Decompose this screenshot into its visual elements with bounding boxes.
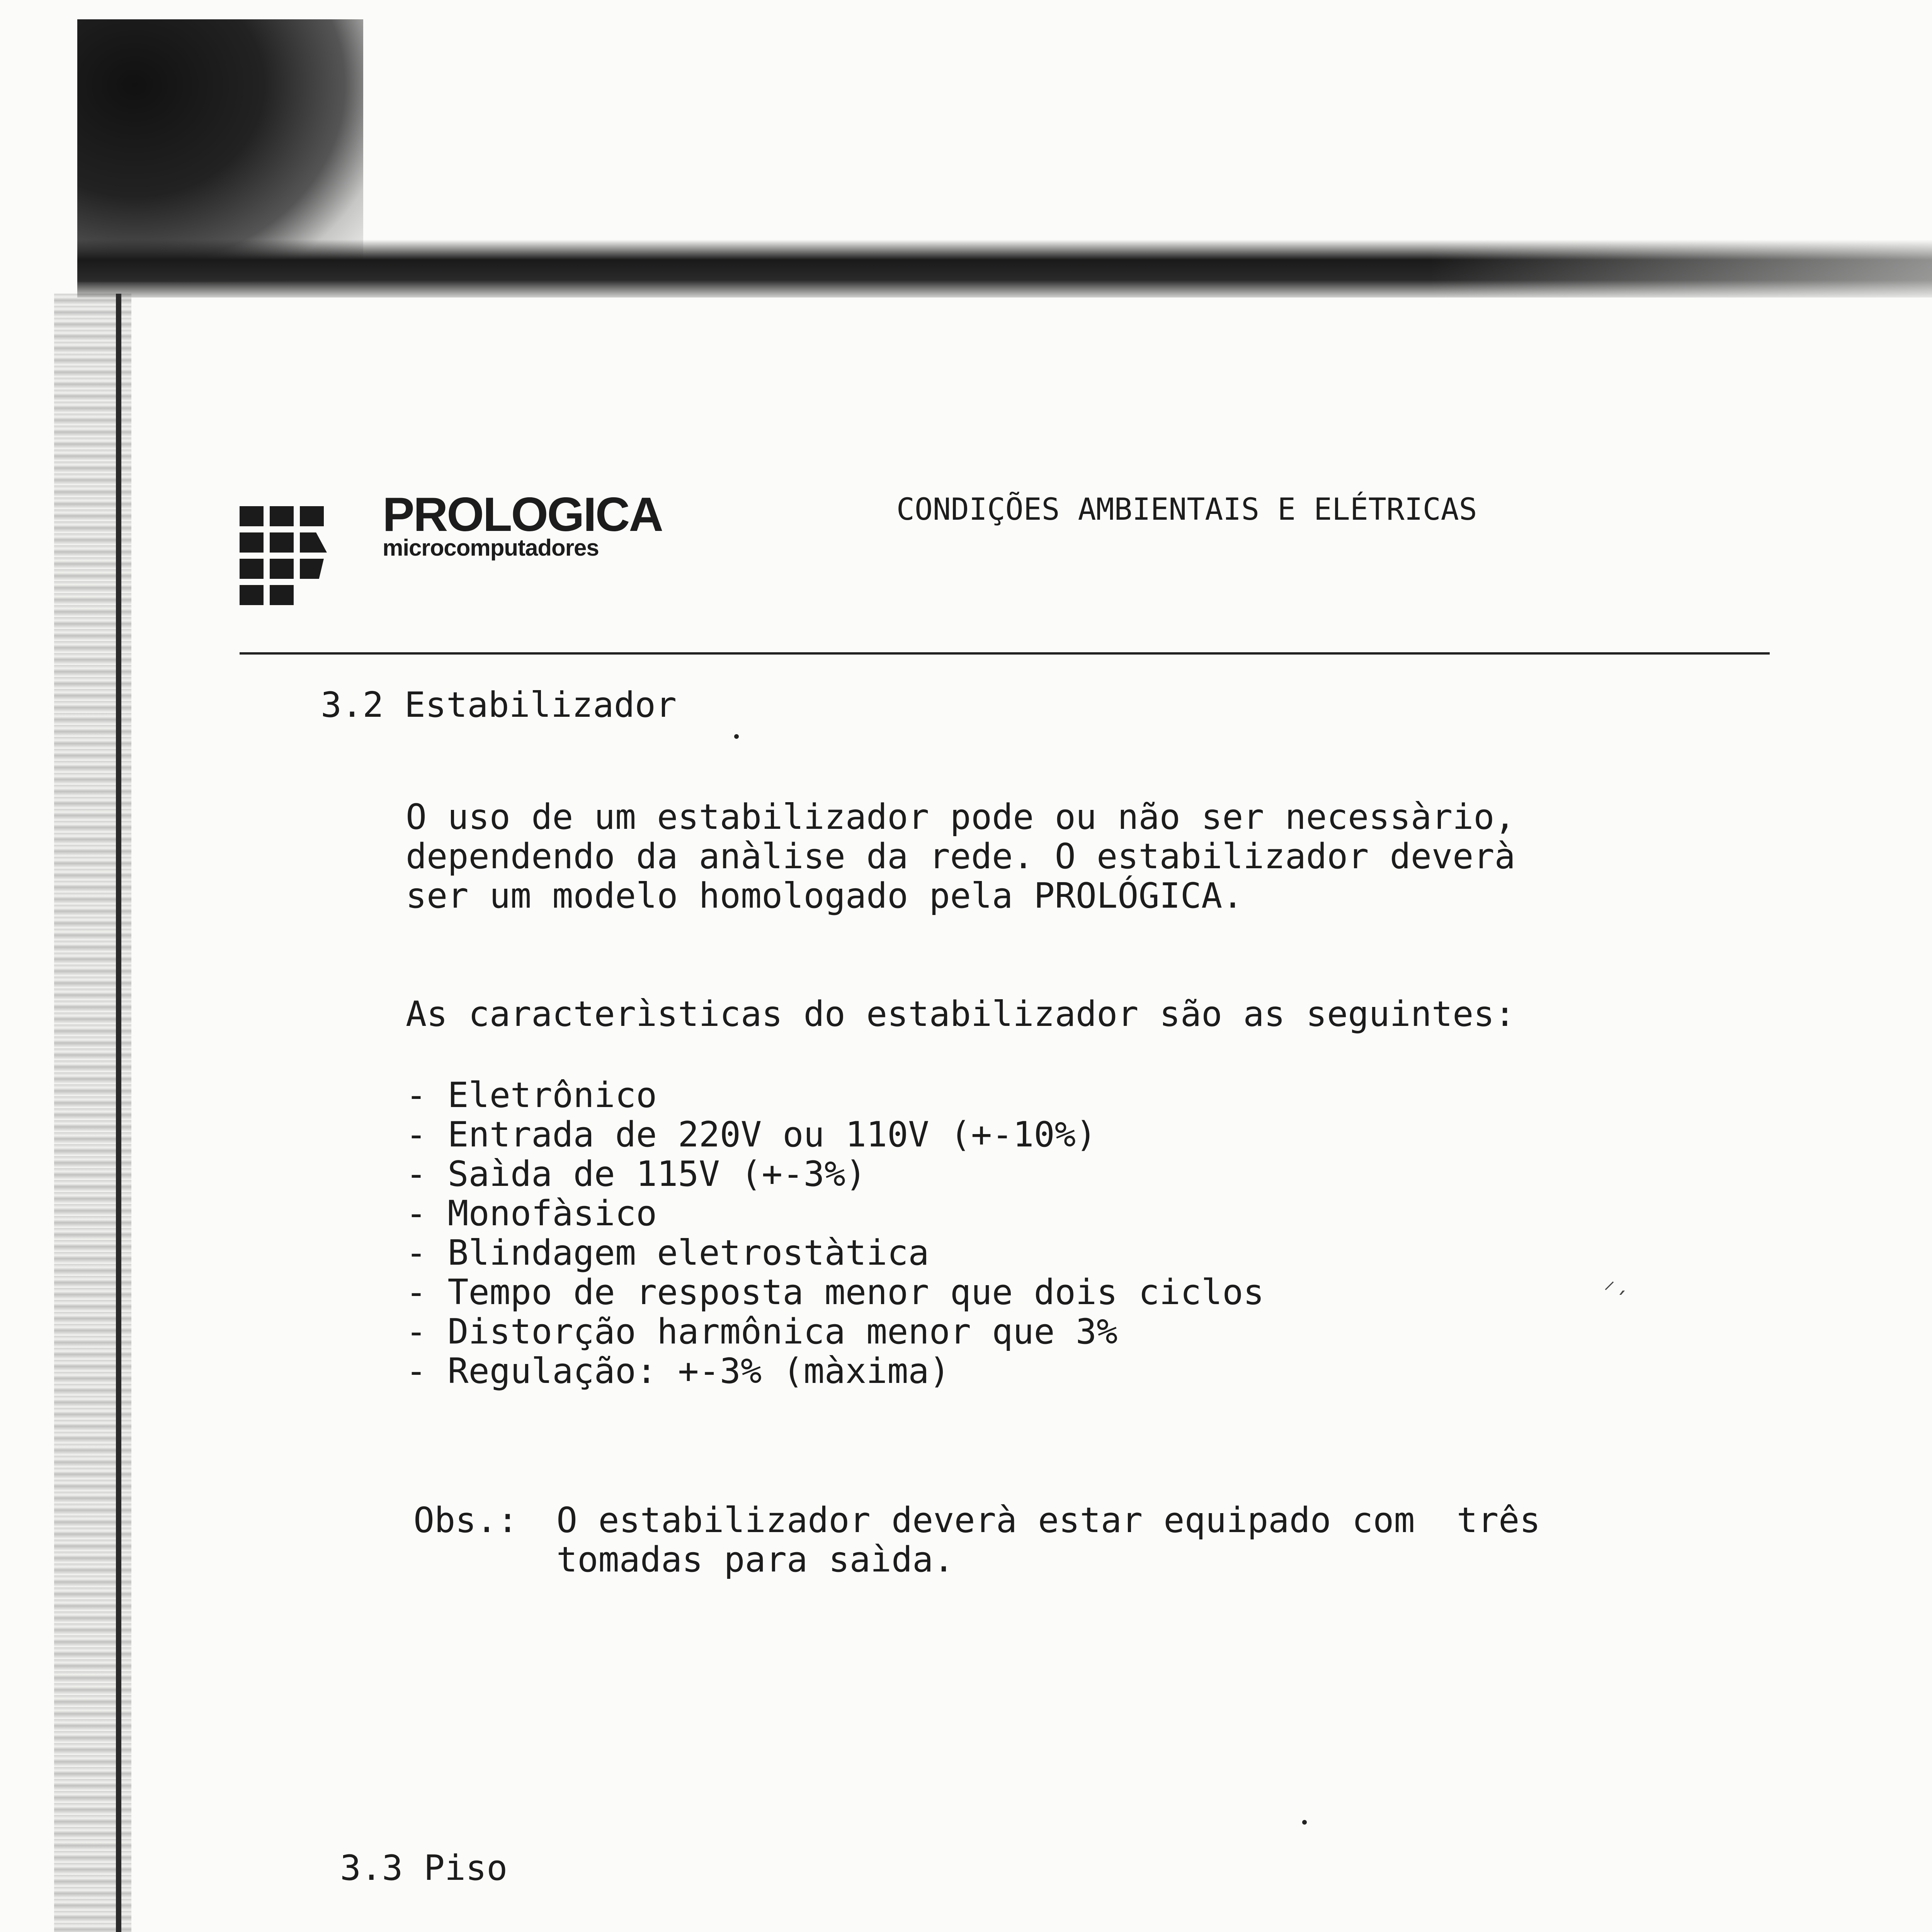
list-item: - Eletrônico	[406, 1075, 657, 1116]
sec32-para-line-3: ser um modelo homologado pela PROLÓGICA.	[406, 876, 1243, 916]
list-item: - Blindagem eletrostàtica	[406, 1233, 929, 1273]
sec32-intro: As caracterìsticas do estabilizador são as seguintes:	[406, 994, 1515, 1034]
brand-name: PROLOGICA	[383, 488, 662, 541]
section-3-3-heading: 3.3 Piso	[340, 1848, 508, 1888]
list-item: - Entrada de 220V ou 110V (+-10%)	[406, 1114, 1097, 1155]
sec32-para-line-2: dependendo da anàlise da rede. O estabilizador deverà	[406, 836, 1515, 877]
obs-line-2: tomadas para saìda.	[556, 1539, 954, 1580]
section-3-2-heading: 3.2 Estabilizador	[321, 685, 677, 725]
list-item: - Saìda de 115V (+-3%)	[406, 1154, 867, 1194]
list-item: - Tempo de resposta menor que dois ciclos	[406, 1272, 1264, 1313]
brand-subtitle: microcomputadores	[383, 535, 599, 561]
stray-mark: ⸝ˏ	[1604, 1267, 1629, 1294]
list-item: - Distorção harmônica menor que 3%	[406, 1311, 1118, 1352]
page-title: CONDIÇÕES AMBIENTAIS E ELÉTRICAS	[896, 492, 1477, 527]
scan-shadow-top-band-fade	[1430, 240, 1932, 298]
obs-label: Obs.:	[413, 1500, 518, 1541]
obs-line-1: O estabilizador deverà estar equipado com três	[556, 1500, 1541, 1541]
list-item: - Monofàsico	[406, 1193, 657, 1234]
list-item: - Regulação: +-3% (màxima)	[406, 1351, 950, 1391]
stray-dot	[1302, 1820, 1307, 1825]
scan-binding-line	[116, 294, 121, 1932]
stray-dot	[734, 734, 739, 739]
header-divider	[240, 652, 1770, 655]
sec32-para-line-1: O uso de um estabilizador pode ou não ser necessàrio,	[406, 797, 1515, 837]
